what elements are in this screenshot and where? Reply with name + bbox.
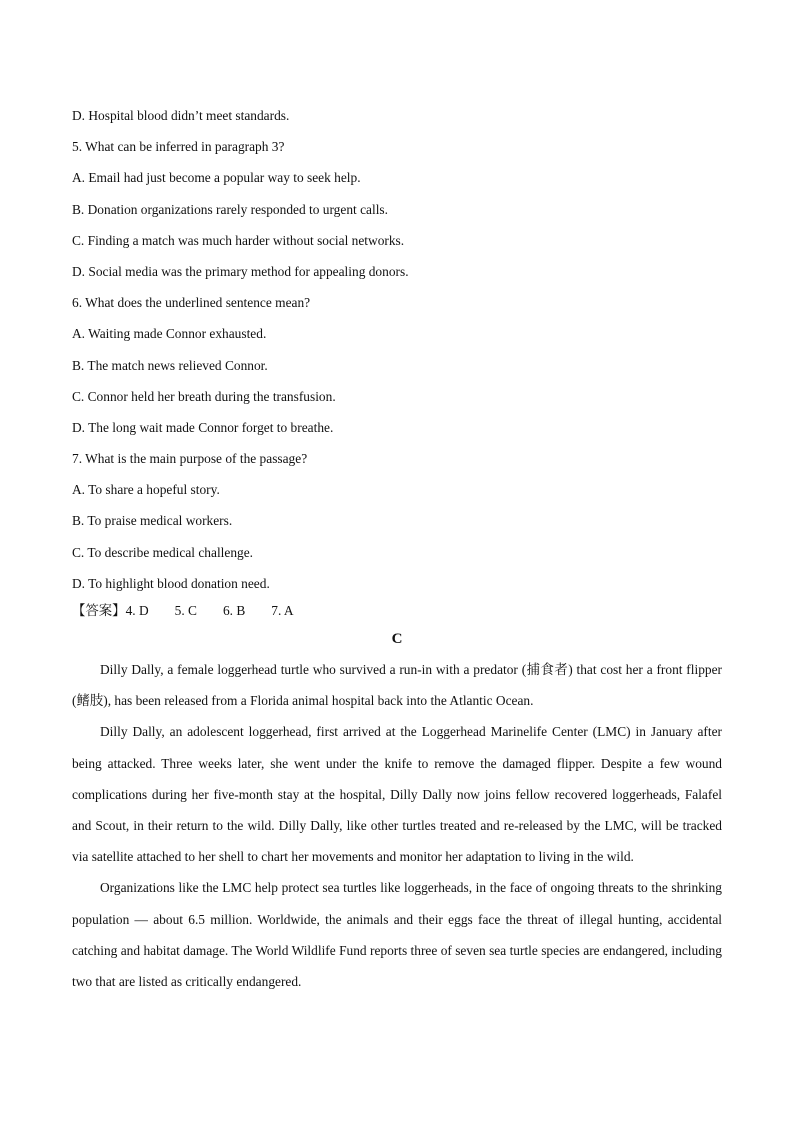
answer-label: 【答案】 (72, 603, 126, 618)
answer-item: 6. B (222, 603, 246, 618)
answer-key (72, 597, 722, 624)
option-7c: C. To describe medical challenge. (72, 544, 254, 560)
passage-paragraph-1: Dilly Dally, a female loggerhead turtle who survived a run-in with a predator (捕食者) that cost her a front flipper (鳍肢), has been released from a Florida animal hospital back into the Atlantic Ocean. (72, 662, 722, 709)
option-7d: D. To highlight blood donation need. (72, 575, 270, 591)
option-6d: D. The long wait made Connor forget to breathe. (72, 419, 334, 435)
section-title: C (391, 631, 403, 647)
question-6: 6. What does the underlined sentence mean? (72, 295, 311, 311)
option-5b: B. Donation organizations rarely responded to urgent calls. (72, 201, 388, 217)
option-6b: B. The match news relieved Connor. (72, 357, 268, 373)
option-6a: A. Waiting made Connor exhausted. (72, 326, 267, 342)
answer-item: 5. C (174, 603, 197, 618)
question-5: 5. What can be inferred in paragraph 3? (72, 139, 285, 155)
passage-paragraph-3: Organizations like the LMC help protect sea turtles like loggerheads, in the face of ongoing threats to the shrinking population — about 6.5 million. Worldwide, the animals and their eggs face the threat of illegal hunting, accidental catching and habitat damage. The World Wildlife Fund reports three of seven sea turtle species are endangered, including two that are listed as critically endangered. (72, 880, 722, 990)
question-7: 7. What is the main purpose of the passage? (72, 451, 308, 467)
option-6c: C. Connor held her breath during the transfusion. (72, 388, 336, 404)
option-4d: D. Hospital blood didn’t meet standards. (72, 108, 290, 123)
option-5d: D. Social media was the primary method for appealing donors. (72, 263, 409, 279)
option-7a: A. To share a hopeful story. (72, 482, 220, 498)
passage-paragraph-2: Dilly Dally, an adolescent loggerhead, first arrived at the Loggerhead Marinelife Center (LMC) in January after being attacked. Three weeks later, she went under the knife to remove the damaged flipper. Despite a few wound complications during her five-month stay at the hospital, Dilly Dally now joins fellow recovered loggerheads, Falafel and Scout, in their return to the wild. Dilly Dally, like other turtles treated and re-released by the LMC, will be tracked via satellite attached to her shell to chart her movements and monitor her adaptation to living in the wild. (72, 724, 722, 865)
option-7b: B. To praise medical workers. (72, 513, 233, 529)
answer-item: 7. A (271, 603, 294, 618)
document-page (72, 100, 722, 997)
option-5c: C. Finding a match was much harder without social networks. (72, 232, 405, 248)
answer-item: 4. D (125, 603, 149, 618)
option-5a: A. Email had just become a popular way to seek help. (72, 170, 361, 186)
